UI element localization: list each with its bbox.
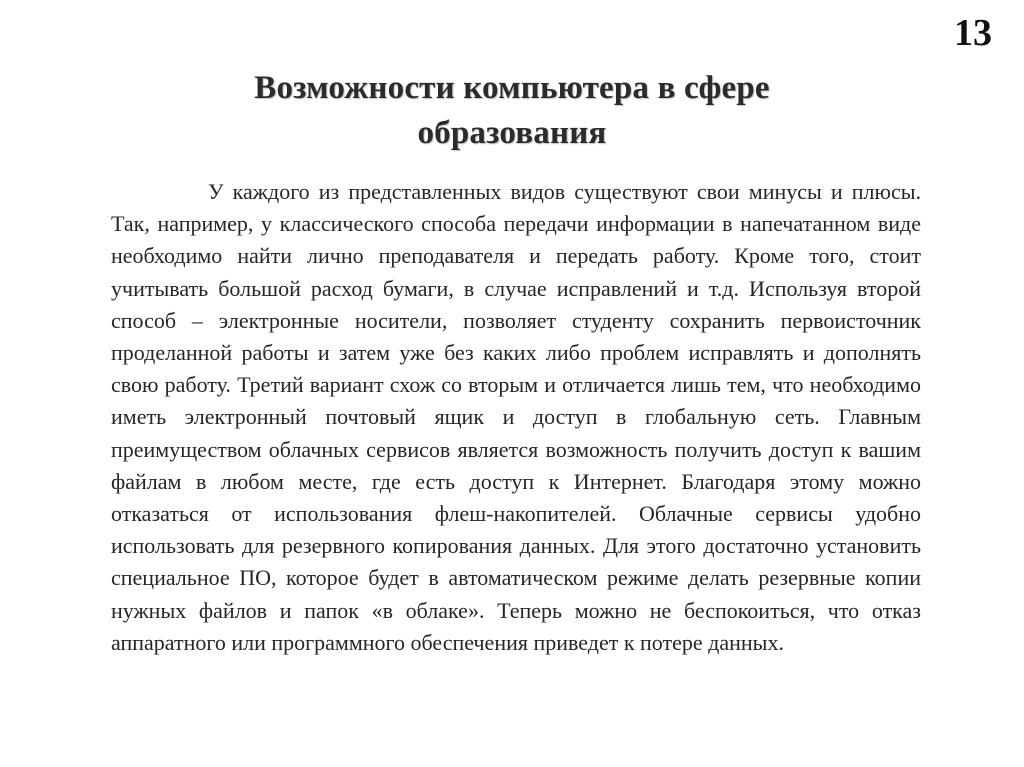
slide-title-line-2: образования xyxy=(417,115,607,151)
slide-title xyxy=(0,66,1024,156)
body-paragraph: У каждого из представленных видов существуют свои минусы и плюсы. Так, например, у классического способа передачи информации в напечатанном виде необходимо найти лично преподавателя и передать работу. Кроме того, стоит учитывать большой расход бумаги, в случае исправлений и т.д. Используя второй способ – электронные носители, позволяет студенту сохранить первоисточник проделанной работы и затем уже без каких либо проблем исправлять и дополнять свою работу. Третий вариант схож со вторым и отличается лишь тем, что необходимо иметь электронный почтовый ящик и доступ в глобальную сеть. Главным преимуществом облачных сервисов является возможность получить доступ к вашим файлам в любом месте, где есть доступ к Интернет. Благодаря этому можно отказаться от использования флеш-накопителей. Облачные сервисы удобно использовать для резервного копирования данных. Для этого достаточно установить специальное ПО, которое будет в автоматическом режиме делать резервные копии нужных файлов и папок «в облаке». Теперь можно не беспокоиться, что отказ аппаратного или программного обеспечения приведет к потере данных. xyxy=(111,179,921,655)
page-number: 13 xyxy=(954,12,992,54)
slide-title-line-1: Возможности компьютера в сфере xyxy=(254,70,770,106)
